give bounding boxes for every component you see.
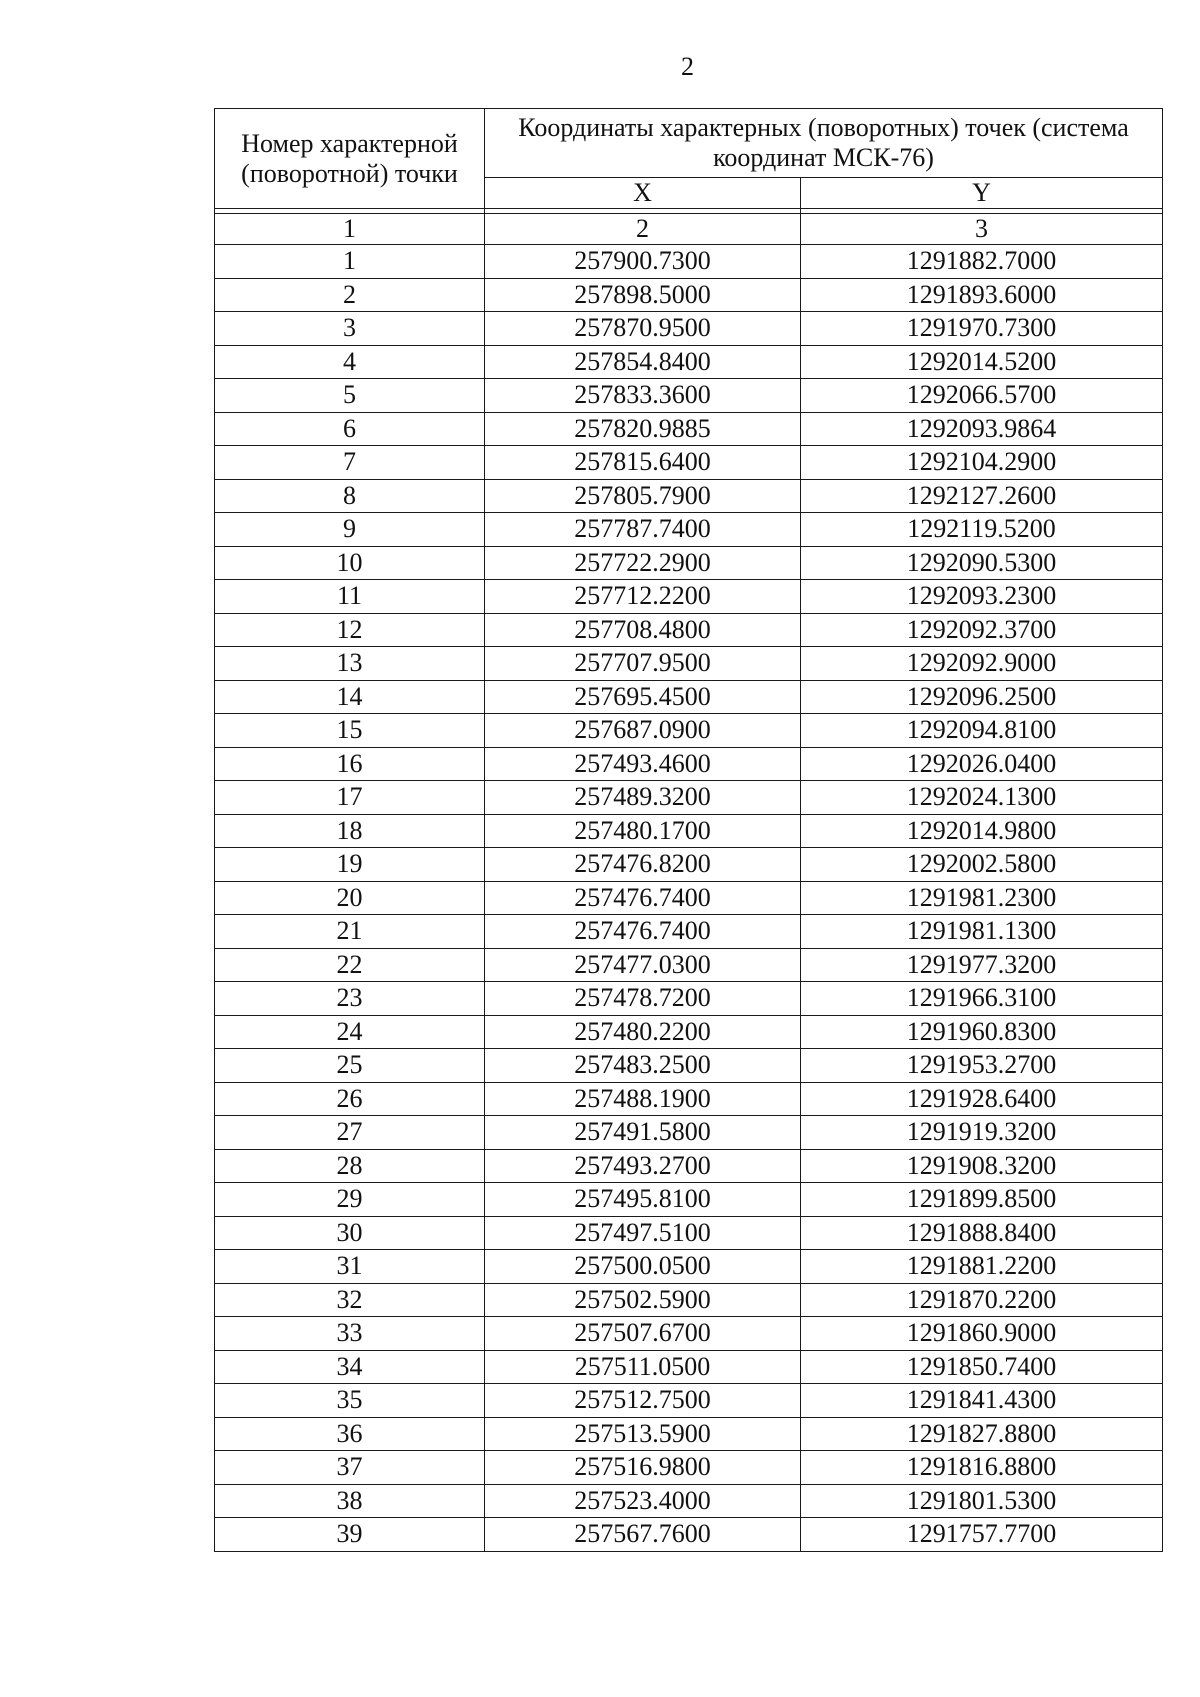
- point-number-cell: 10: [215, 546, 485, 580]
- table-row: [215, 747, 1163, 781]
- point-number-cell: 4: [215, 345, 485, 379]
- table-row: [215, 1350, 1163, 1384]
- x-coordinate-cell: 257516.9800: [485, 1451, 801, 1485]
- point-number-cell: 24: [215, 1015, 485, 1049]
- point-number-cell: 3: [215, 312, 485, 346]
- y-coordinate-cell: 1291870.2200: [801, 1283, 1163, 1317]
- x-coordinate-cell: 257900.7300: [485, 245, 801, 279]
- column-number: 1: [215, 214, 485, 245]
- table-row: [215, 580, 1163, 614]
- table-row: [215, 278, 1163, 312]
- y-coordinate-cell: 1291757.7700: [801, 1518, 1163, 1552]
- point-number-cell: 7: [215, 446, 485, 480]
- table-row: [215, 1216, 1163, 1250]
- table-row: [215, 714, 1163, 748]
- point-number-cell: 11: [215, 580, 485, 614]
- y-coordinate-cell: 1291966.3100: [801, 982, 1163, 1016]
- point-number-cell: 33: [215, 1317, 485, 1351]
- x-coordinate-cell: 257820.9885: [485, 412, 801, 446]
- table-row: [215, 1149, 1163, 1183]
- x-coordinate-cell: 257495.8100: [485, 1183, 801, 1217]
- x-axis-header: X: [485, 178, 801, 209]
- x-coordinate-cell: 257833.3600: [485, 379, 801, 413]
- table-row: [215, 345, 1163, 379]
- point-number-cell: 29: [215, 1183, 485, 1217]
- x-coordinate-cell: 257476.8200: [485, 848, 801, 882]
- y-coordinate-cell: 1292127.2600: [801, 479, 1163, 513]
- point-number-cell: 34: [215, 1350, 485, 1384]
- table-row: [215, 814, 1163, 848]
- x-coordinate-cell: 257511.0500: [485, 1350, 801, 1384]
- x-coordinate-cell: 257493.4600: [485, 747, 801, 781]
- header-row-1: [215, 109, 1163, 178]
- y-coordinate-cell: 1292094.8100: [801, 714, 1163, 748]
- point-number-cell: 35: [215, 1384, 485, 1418]
- table-row: [215, 1283, 1163, 1317]
- y-coordinate-cell: 1292104.2900: [801, 446, 1163, 480]
- table-row: [215, 1183, 1163, 1217]
- y-coordinate-cell: 1292093.9864: [801, 412, 1163, 446]
- point-number-cell: 25: [215, 1049, 485, 1083]
- y-coordinate-cell: 1291827.8800: [801, 1417, 1163, 1451]
- y-coordinate-cell: 1291928.6400: [801, 1082, 1163, 1116]
- table-row: [215, 881, 1163, 915]
- y-coordinate-cell: 1291953.2700: [801, 1049, 1163, 1083]
- table-row: [215, 1484, 1163, 1518]
- point-number-cell: 27: [215, 1116, 485, 1150]
- table-row: [215, 1417, 1163, 1451]
- table-row: [215, 781, 1163, 815]
- y-coordinate-cell: 1292090.5300: [801, 546, 1163, 580]
- x-coordinate-cell: 257478.7200: [485, 982, 801, 1016]
- table-row: [215, 1116, 1163, 1150]
- point-number-cell: 16: [215, 747, 485, 781]
- x-coordinate-cell: 257502.5900: [485, 1283, 801, 1317]
- y-coordinate-cell: 1291977.3200: [801, 948, 1163, 982]
- column-number: 2: [485, 214, 801, 245]
- coordinates-header: Координаты характерных (поворотных) точек (система координат МСК-76): [485, 109, 1163, 178]
- y-coordinate-cell: 1292093.2300: [801, 580, 1163, 614]
- point-number-cell: 18: [215, 814, 485, 848]
- table-row: [215, 412, 1163, 446]
- table-row: [215, 848, 1163, 882]
- x-coordinate-cell: 257854.8400: [485, 345, 801, 379]
- y-coordinate-cell: 1292066.5700: [801, 379, 1163, 413]
- table-row: [215, 1082, 1163, 1116]
- table-row: [215, 1250, 1163, 1284]
- page-number: 2: [681, 52, 694, 81]
- table-row: [215, 479, 1163, 513]
- x-coordinate-cell: 257493.2700: [485, 1149, 801, 1183]
- table-row: [215, 546, 1163, 580]
- x-coordinate-cell: 257815.6400: [485, 446, 801, 480]
- y-coordinate-cell: 1291816.8800: [801, 1451, 1163, 1485]
- point-number-cell: 37: [215, 1451, 485, 1485]
- column-number-row: [215, 214, 1163, 245]
- y-coordinate-cell: 1291899.8500: [801, 1183, 1163, 1217]
- x-coordinate-cell: 257805.7900: [485, 479, 801, 513]
- point-number-cell: 21: [215, 915, 485, 949]
- table-row: [215, 613, 1163, 647]
- point-number-header: Номер характерной (поворотной) точки: [215, 109, 485, 209]
- x-coordinate-cell: 257476.7400: [485, 881, 801, 915]
- x-coordinate-cell: 257477.0300: [485, 948, 801, 982]
- table-row: [215, 982, 1163, 1016]
- x-coordinate-cell: 257687.0900: [485, 714, 801, 748]
- point-number-cell: 23: [215, 982, 485, 1016]
- point-number-cell: 36: [215, 1417, 485, 1451]
- x-coordinate-cell: 257787.7400: [485, 513, 801, 547]
- y-coordinate-cell: 1292014.9800: [801, 814, 1163, 848]
- table-row: [215, 312, 1163, 346]
- point-number-cell: 6: [215, 412, 485, 446]
- x-coordinate-cell: 257500.0500: [485, 1250, 801, 1284]
- column-number: 3: [801, 214, 1163, 245]
- x-coordinate-cell: 257708.4800: [485, 613, 801, 647]
- point-number-cell: 2: [215, 278, 485, 312]
- point-number-cell: 39: [215, 1518, 485, 1552]
- y-coordinate-cell: 1291960.8300: [801, 1015, 1163, 1049]
- y-coordinate-cell: 1291882.7000: [801, 245, 1163, 279]
- x-coordinate-cell: 257712.2200: [485, 580, 801, 614]
- table-row: [215, 1451, 1163, 1485]
- table-row: [215, 1384, 1163, 1418]
- point-number-cell: 22: [215, 948, 485, 982]
- point-number-cell: 20: [215, 881, 485, 915]
- y-coordinate-cell: 1291888.8400: [801, 1216, 1163, 1250]
- y-coordinate-cell: 1292119.5200: [801, 513, 1163, 547]
- point-number-cell: 31: [215, 1250, 485, 1284]
- y-coordinate-cell: 1291881.2200: [801, 1250, 1163, 1284]
- point-number-cell: 19: [215, 848, 485, 882]
- x-coordinate-cell: 257480.2200: [485, 1015, 801, 1049]
- table-row: [215, 245, 1163, 279]
- y-coordinate-cell: 1292096.2500: [801, 680, 1163, 714]
- x-coordinate-cell: 257707.9500: [485, 647, 801, 681]
- point-number-cell: 15: [215, 714, 485, 748]
- y-coordinate-cell: 1291841.4300: [801, 1384, 1163, 1418]
- y-coordinate-cell: 1291908.3200: [801, 1149, 1163, 1183]
- x-coordinate-cell: 257567.7600: [485, 1518, 801, 1552]
- table-row: [215, 513, 1163, 547]
- table-row: [215, 1317, 1163, 1351]
- x-coordinate-cell: 257722.2900: [485, 546, 801, 580]
- point-number-cell: 30: [215, 1216, 485, 1250]
- point-number-cell: 32: [215, 1283, 485, 1317]
- y-coordinate-cell: 1292024.1300: [801, 781, 1163, 815]
- y-coordinate-cell: 1292014.5200: [801, 345, 1163, 379]
- table-row: [215, 948, 1163, 982]
- table-row: [215, 680, 1163, 714]
- y-coordinate-cell: 1291850.7400: [801, 1350, 1163, 1384]
- point-number-cell: 14: [215, 680, 485, 714]
- table-row: [215, 1518, 1163, 1552]
- x-coordinate-cell: 257513.5900: [485, 1417, 801, 1451]
- point-number-cell: 13: [215, 647, 485, 681]
- x-coordinate-cell: 257491.5800: [485, 1116, 801, 1150]
- point-number-cell: 38: [215, 1484, 485, 1518]
- point-number-cell: 9: [215, 513, 485, 547]
- x-coordinate-cell: 257512.7500: [485, 1384, 801, 1418]
- table-row: [215, 446, 1163, 480]
- y-coordinate-cell: 1292002.5800: [801, 848, 1163, 882]
- y-coordinate-cell: 1291981.2300: [801, 881, 1163, 915]
- x-coordinate-cell: 257483.2500: [485, 1049, 801, 1083]
- table-row: [215, 915, 1163, 949]
- point-number-cell: 26: [215, 1082, 485, 1116]
- x-coordinate-cell: 257489.3200: [485, 781, 801, 815]
- y-coordinate-cell: 1292092.3700: [801, 613, 1163, 647]
- y-axis-header: Y: [801, 178, 1163, 209]
- x-coordinate-cell: 257695.4500: [485, 680, 801, 714]
- y-coordinate-cell: 1292092.9000: [801, 647, 1163, 681]
- x-coordinate-cell: 257488.1900: [485, 1082, 801, 1116]
- table-row: [215, 1015, 1163, 1049]
- x-coordinate-cell: 257523.4000: [485, 1484, 801, 1518]
- x-coordinate-cell: 257870.9500: [485, 312, 801, 346]
- point-number-cell: 17: [215, 781, 485, 815]
- x-coordinate-cell: 257898.5000: [485, 278, 801, 312]
- x-coordinate-cell: 257507.6700: [485, 1317, 801, 1351]
- table-row: [215, 647, 1163, 681]
- table-row: [215, 1049, 1163, 1083]
- point-number-cell: 5: [215, 379, 485, 413]
- coordinates-table: [214, 108, 1163, 1552]
- table-row: [215, 379, 1163, 413]
- x-coordinate-cell: 257476.7400: [485, 915, 801, 949]
- point-number-cell: 12: [215, 613, 485, 647]
- table-body: [215, 109, 1163, 1552]
- y-coordinate-cell: 1291893.6000: [801, 278, 1163, 312]
- y-coordinate-cell: 1291919.3200: [801, 1116, 1163, 1150]
- point-number-cell: 1: [215, 245, 485, 279]
- y-coordinate-cell: 1291860.9000: [801, 1317, 1163, 1351]
- y-coordinate-cell: 1291981.1300: [801, 915, 1163, 949]
- y-coordinate-cell: 1292026.0400: [801, 747, 1163, 781]
- x-coordinate-cell: 257480.1700: [485, 814, 801, 848]
- x-coordinate-cell: 257497.5100: [485, 1216, 801, 1250]
- point-number-cell: 28: [215, 1149, 485, 1183]
- y-coordinate-cell: 1291970.7300: [801, 312, 1163, 346]
- point-number-cell: 8: [215, 479, 485, 513]
- y-coordinate-cell: 1291801.5300: [801, 1484, 1163, 1518]
